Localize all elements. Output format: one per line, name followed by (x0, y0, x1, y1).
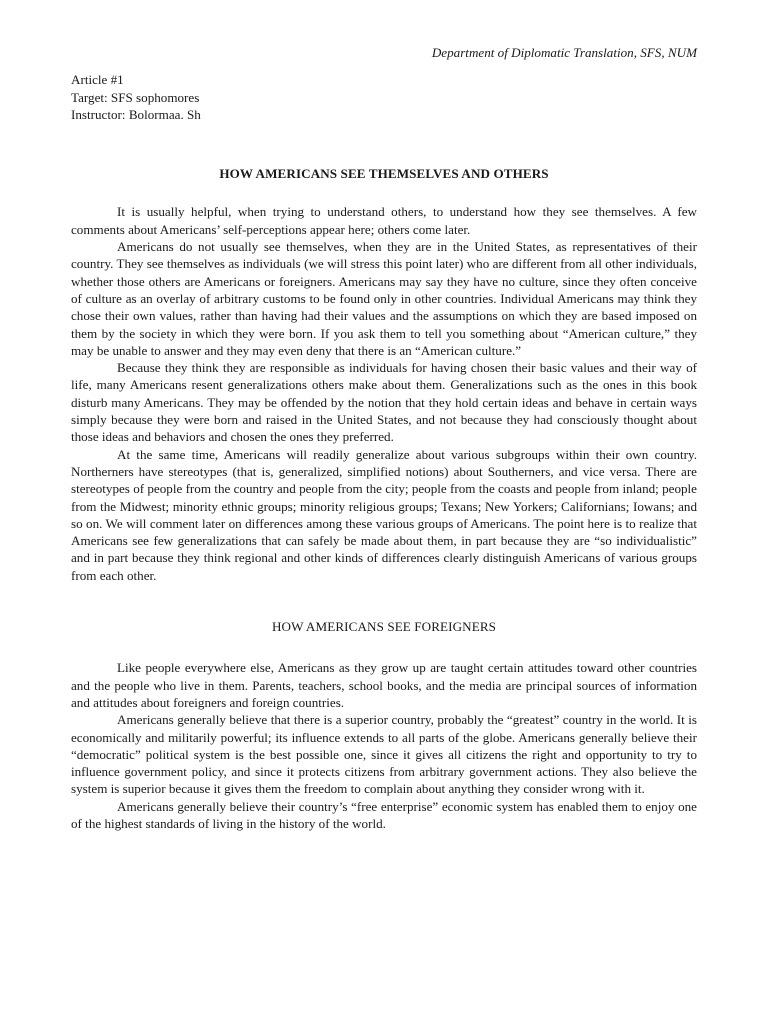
article-number: Article #1 (71, 72, 124, 88)
paragraph: Americans generally believe their country’s “free enterprise” economic system has enabled them to enjoy one of the highest standards of living in the history of the world. (71, 798, 697, 831)
section-title-themselves: HOW AMERICANS SEE THEMSELVES AND OTHERS (219, 166, 549, 182)
target-audience: Target: SFS sophomores (71, 89, 200, 105)
paragraph: Americans generally believe that there is a superior country, probably the “greatest” country in the world. It is economically and militarily powerful; its influence extends to all parts of the globe. Americans generally believe their “democratic” political system is the best possible one, since it gives all citizens the right and opportunity to try to influence government policy, and since it protects citizens from arbitrary government actions. They also believe the system is superior because it gives them the freedom to complain about anything they consider wrong with it. (71, 712, 697, 797)
section-title-foreigners: HOW AMERICANS SEE FOREIGNERS (271, 619, 497, 635)
paragraph: It is usually helpful, when trying to understand others, to understand how they see themselves. A few comments about Americans’ self-perceptions appear here; others come later. (71, 204, 697, 237)
paragraph: Americans do not usually see themselves, when they are in the United States, as representatives of their country. They see themselves as individuals (we will stress this point later) who are different from all other individuals, whether those others are Americans or foreigners. Americans may say they have no culture, since they often conceive of culture as an overlay of arbitrary customs to be found only in other countries. Individual Americans may think they chose their own values, rather than having had their values and the assumptions on which they are based imposed on them by the society in which they were born. If you ask them to tell you something about “American culture,” they may be unable to answer and they may even deny that there is an “American culture.” (71, 239, 697, 358)
department-heading: Department of Diplomatic Translation, SFS, NUM (431, 45, 697, 60)
instructor-name: Instructor: Bolormaa. Sh (71, 106, 201, 122)
paragraph: Like people everywhere else, Americans as they grow up are taught certain attitudes toward other countries and the people who live in them. Parents, teachers, school books, and the media are principal sources of information and attitudes about foreigners and foreign countries. (71, 660, 697, 710)
paragraph: Because they think they are responsible as individuals for having chosen their basic values and their way of life, many Americans resent generalizations others make about them. Generalizations such as the ones in this book disturb many Americans. They may be offended by the notion that they hold certain ideas and behave in certain ways simply because they were born and raised in the United States, and not because they had consciously thought about those ideas and behaviors and chosen the ones they preferred. (71, 360, 697, 445)
paragraph: At the same time, Americans will readily generalize about various subgroups within their own country. Northerners have stereotypes (that is, generalized, simplified notions) about Southerners, and vice versa. There are stereotypes of people from the country and people from the city; people from the coasts and people from inland; people from the Midwest; minority ethnic groups; minority religious groups; Texans; New Yorkers; Californians; Iowans; and so on. We will comment later on differences among these various groups of Americans. The point here is to realize that Americans see few generalizations that can safely be made about them, in part because they are “so individualistic” and in part because they think regional and other kinds of differences clearly distinguish Americans of various groups from each other. (71, 446, 697, 583)
